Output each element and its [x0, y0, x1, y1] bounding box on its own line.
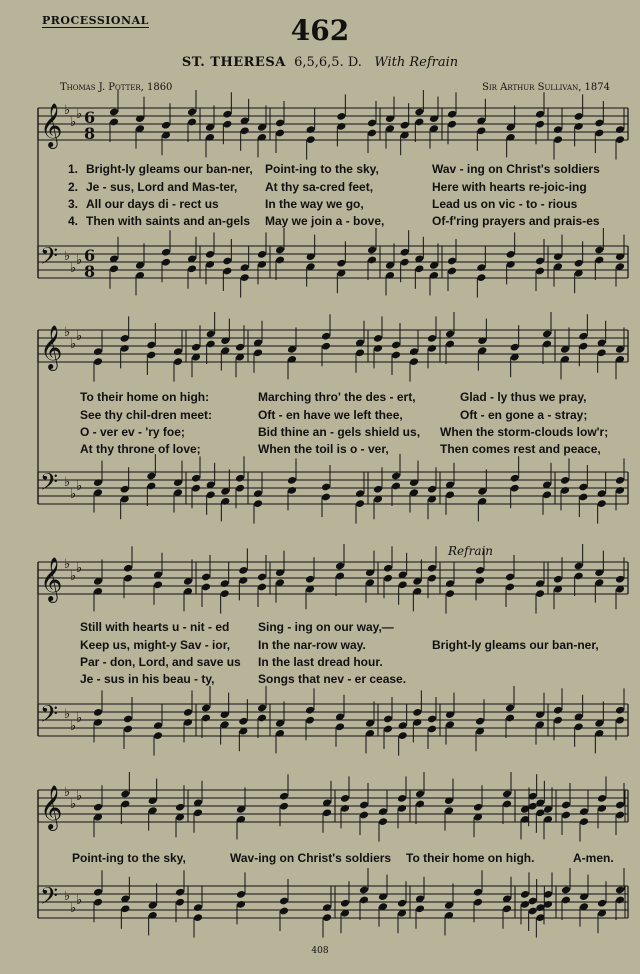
bass-clef-icon: 𝄢	[40, 242, 59, 275]
flat-icon: ♭	[64, 249, 71, 264]
time-signature-top: 6	[84, 108, 96, 127]
flat-icon: ♭	[64, 103, 71, 118]
time-signature-bottom: 8	[84, 262, 96, 281]
flat-icon: ♭	[76, 479, 83, 494]
flat-icon: ♭	[64, 475, 71, 490]
time-signature-bottom: 8	[84, 124, 96, 143]
flat-icon: ♭	[64, 889, 71, 904]
treble-clef-icon: 𝄞	[40, 325, 63, 369]
section-label: PROCESSIONAL	[42, 14, 149, 27]
treble-clef-icon: 𝄞	[40, 103, 63, 147]
time-signature-top: 6	[84, 246, 96, 265]
flat-icon: ♭	[76, 253, 83, 268]
flat-icon: ♭	[76, 711, 83, 726]
flat-icon: ♭	[70, 487, 77, 502]
flat-icon: ♭	[70, 569, 77, 584]
meter: 6,5,6,5. D.	[294, 55, 362, 70]
bass-clef-icon: 𝄢	[40, 468, 59, 501]
flat-icon: ♭	[70, 797, 77, 812]
flat-icon: ♭	[64, 707, 71, 722]
flat-icon: ♭	[70, 115, 77, 130]
music-composer: Sir Arthur Sullivan, 1874	[482, 82, 610, 93]
treble-clef-icon: 𝄞	[40, 785, 63, 829]
hymn-number: 462	[290, 14, 350, 47]
flat-icon: ♭	[70, 719, 77, 734]
flat-icon: ♭	[64, 557, 71, 572]
text-author: Thomas J. Potter, 1860	[60, 82, 173, 93]
treble-clef-icon: 𝄞	[40, 557, 63, 601]
tune-name: ST. THERESA	[181, 55, 286, 70]
flat-icon: ♭	[64, 785, 71, 800]
refrain-note: With Refrain	[374, 55, 459, 70]
flat-icon: ♭	[64, 325, 71, 340]
flat-icon: ♭	[76, 789, 83, 804]
flat-icon: ♭	[70, 261, 77, 276]
flat-icon: ♭	[70, 901, 77, 916]
flat-icon: ♭	[76, 893, 83, 908]
flat-icon: ♭	[76, 329, 83, 344]
flat-icon: ♭	[76, 561, 83, 576]
flat-icon: ♭	[76, 107, 83, 122]
bass-clef-icon: 𝄢	[40, 882, 59, 915]
bass-clef-icon: 𝄢	[40, 700, 59, 733]
page-number: 408	[311, 946, 329, 956]
refrain-label: Refrain	[448, 544, 494, 558]
flat-icon: ♭	[70, 337, 77, 352]
